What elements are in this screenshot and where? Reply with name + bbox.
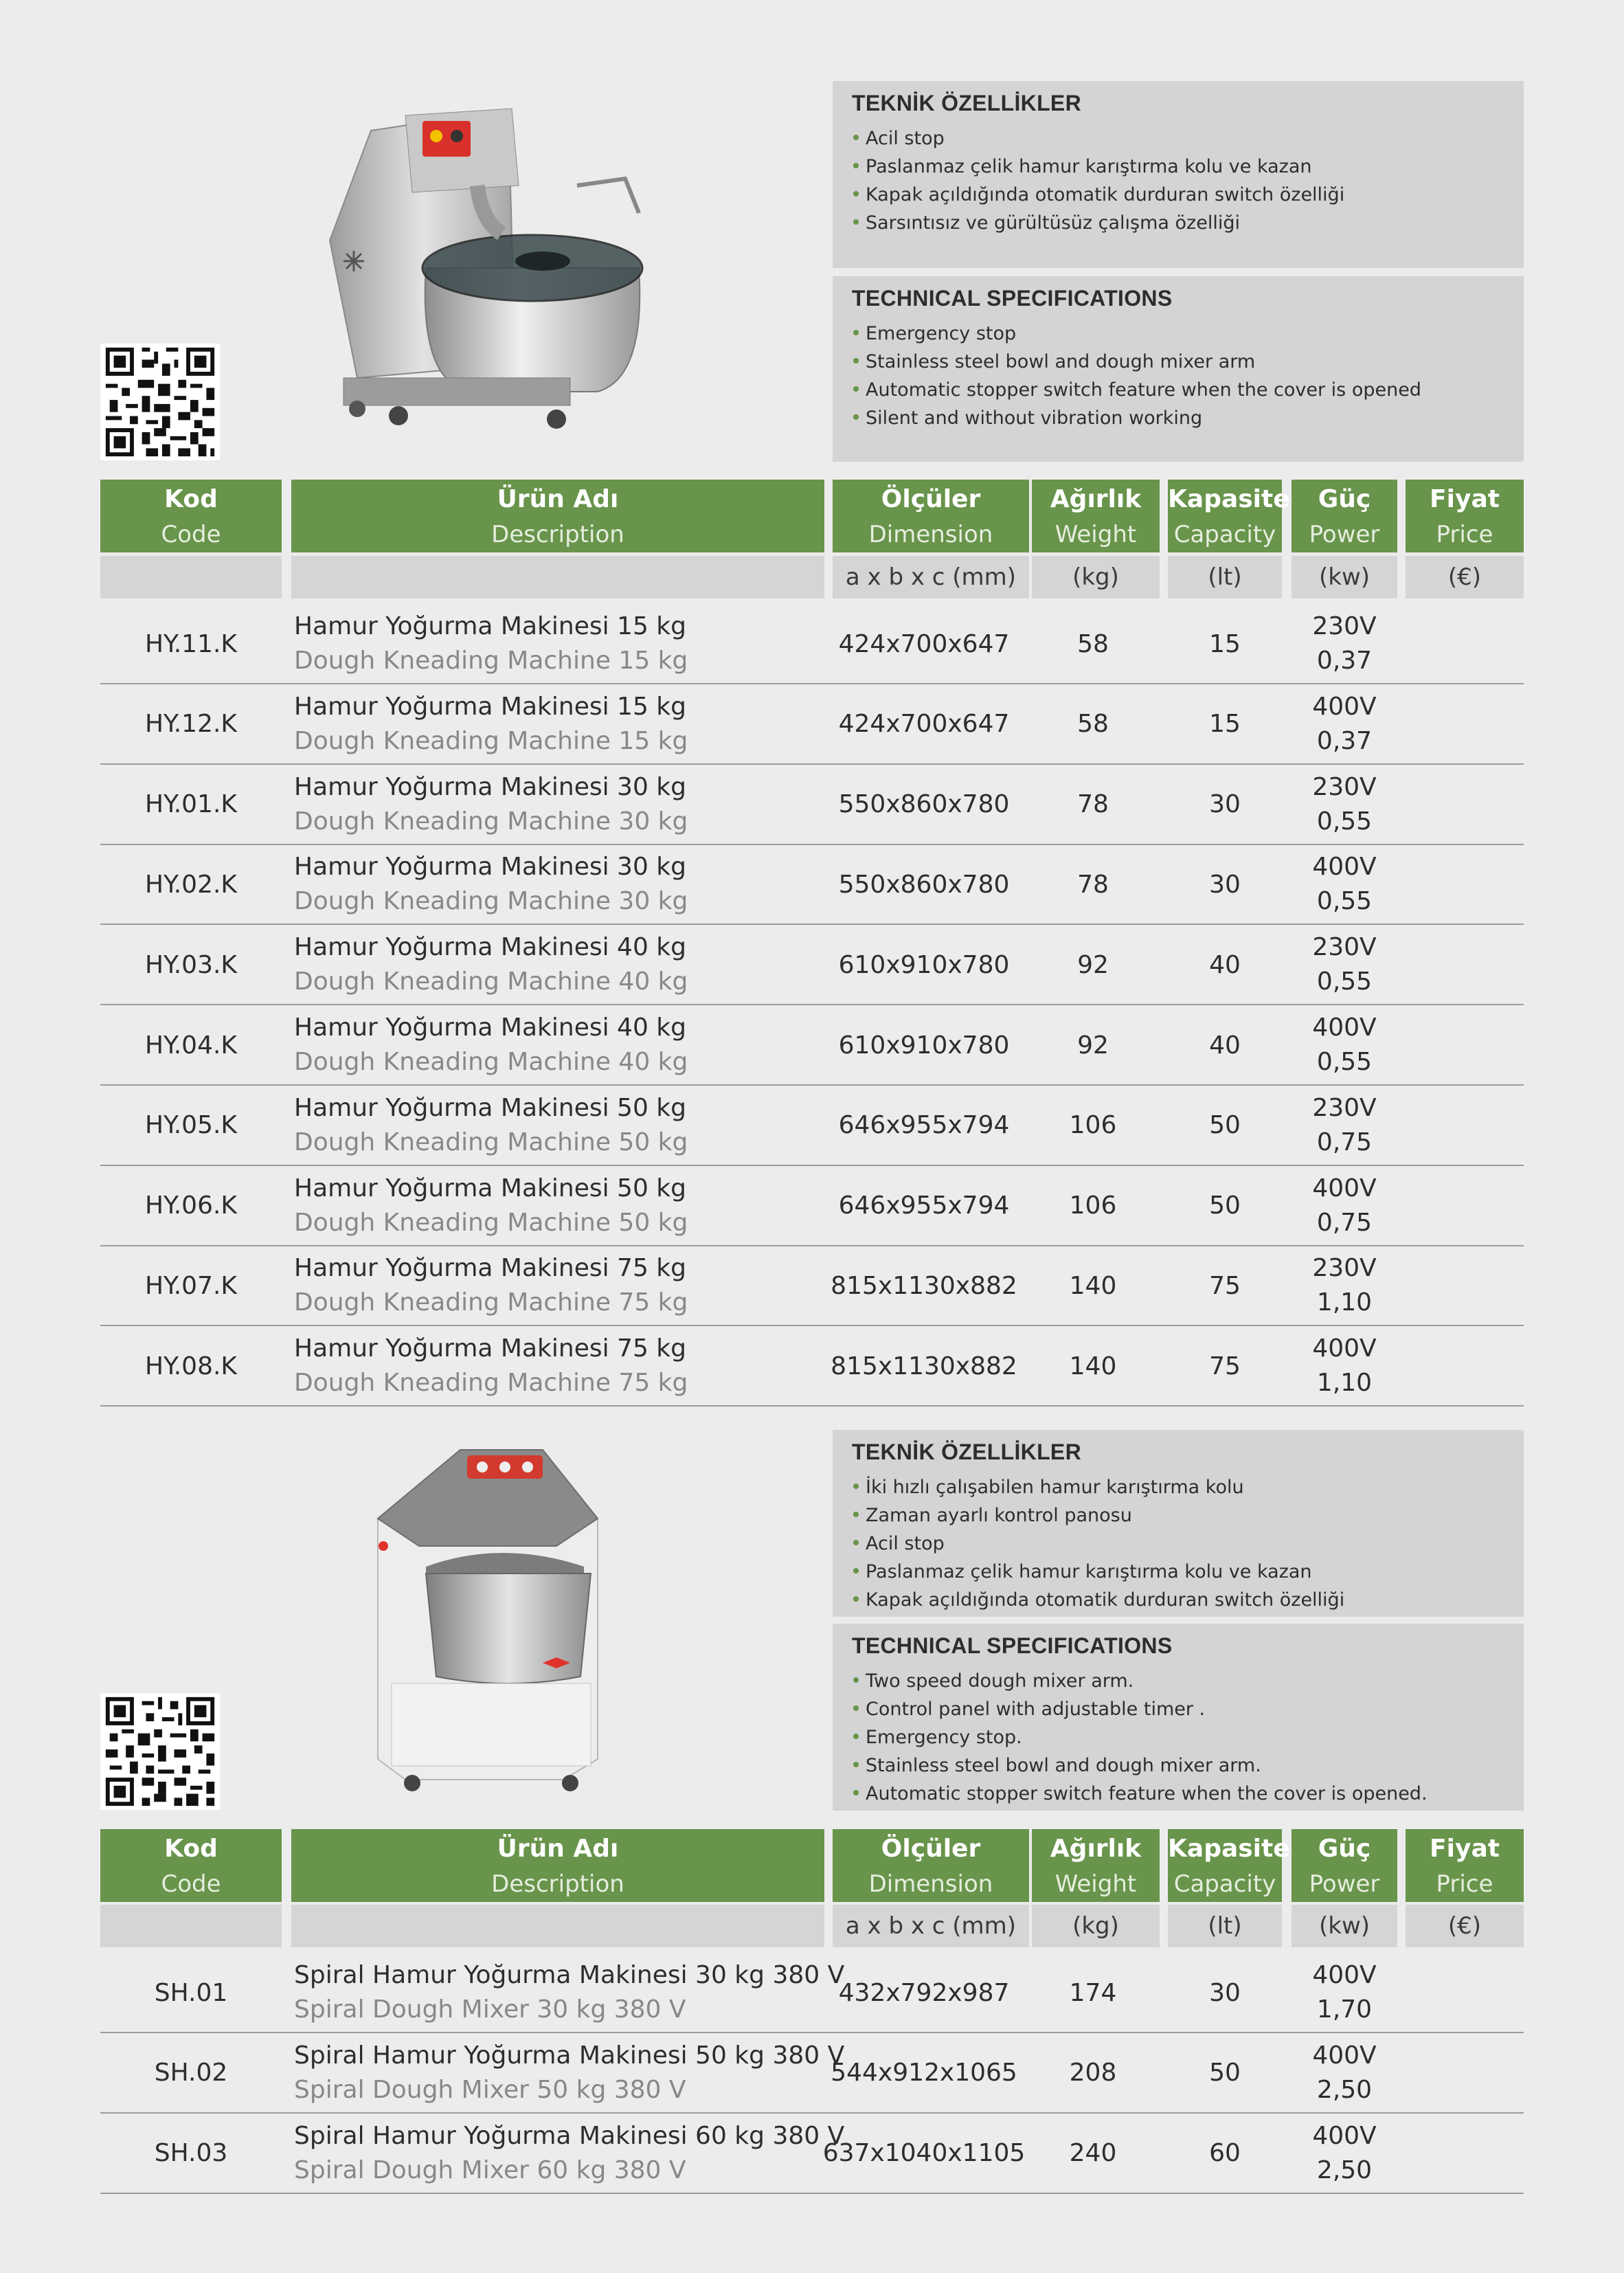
cell-code: SH.01 [154,1978,228,2007]
power-kw: 0,75 [1316,1208,1373,1237]
bullet-dot-icon [853,1677,859,1683]
name-en: Dough Kneading Machine 75 kg [294,1288,688,1317]
header-unit-price: (€) [1406,556,1524,598]
name-en: Dough Kneading Machine 40 kg [294,1048,688,1076]
cell-code: HY.03.K [144,950,238,979]
cell-power [1292,1953,1397,2032]
cell-price [1408,1953,1524,2032]
cell-weight: 106 [1069,1111,1117,1140]
cell-capacity: 50 [1209,1111,1241,1140]
spec-item: İki hızlı çalışabilen hamur karıştırma kolu [852,1473,1503,1501]
cell-capacity: 15 [1209,710,1241,739]
name-tr: Spiral Hamur Yoğurma Makinesi 30 kg 380 V [294,1961,845,1989]
header-unit-code [100,1905,282,1947]
header-cell-capacity [1168,480,1290,552]
power-kw: 0,55 [1316,967,1373,996]
header-unit-desc [291,1905,824,1947]
spiral-mixer-image [364,1436,625,1793]
cell-power [1292,1006,1397,1084]
power-kw: 1,10 [1316,1288,1373,1317]
header-unit-power: (kw) [1292,556,1397,598]
header-label-tr: Ağırlık [1050,1835,1142,1863]
cell-description [294,2114,845,2193]
cell-description [294,1327,817,1405]
table-row[interactable] [100,1167,1524,1246]
cell-code: HY.11.K [144,629,238,658]
table-row[interactable] [100,1246,1524,1326]
cell-dimension: 550x860x780 [838,870,1010,899]
cell-weight: 140 [1069,1271,1117,1300]
cell-dimension: 646x955x794 [838,1111,1010,1140]
voltage: 400V [1312,853,1377,882]
cell-capacity: 30 [1209,870,1241,899]
bullet-dot-icon [853,135,859,140]
header-unit-power: (kw) [1292,1905,1397,1947]
header-label-en: Description [491,1870,624,1898]
name-en: Dough Kneading Machine 75 kg [294,1369,688,1398]
power-kw: 2,50 [1316,2156,1373,2184]
cell-price [1408,926,1524,1004]
name-tr: Hamur Yoğurma Makinesi 40 kg [294,1014,686,1042]
header-cell-desc [291,1829,824,1902]
cell-dimension: 550x860x780 [838,790,1010,819]
name-tr: Hamur Yoğurma Makinesi 30 kg [294,853,686,882]
spec-list-tr [852,1473,1503,1614]
cell-dimension: 424x700x647 [838,710,1010,739]
header-cell-price [1406,480,1524,552]
voltage: 230V [1312,1254,1377,1283]
table-row[interactable] [100,1006,1524,1086]
cell-dimension: 610x910x780 [838,950,1010,979]
cell-price [1408,1327,1524,1405]
header-unit-weight: (kg) [1032,1905,1160,1947]
header-label-tr: Fiyat [1430,1835,1500,1863]
cell-code: SH.03 [154,2139,228,2168]
header-label-en: Description [491,521,624,548]
name-en: Dough Kneading Machine 50 kg [294,1208,688,1237]
cell-code: HY.07.K [144,1271,238,1300]
cell-price [1408,1006,1524,1084]
name-tr: Hamur Yoğurma Makinesi 75 kg [294,1334,686,1363]
bullet-dot-icon [853,219,859,225]
name-en: Spiral Dough Mixer 30 kg 380 V [294,1995,686,2024]
cell-code: HY.08.K [144,1352,238,1380]
header-label-tr: Ürün Adı [497,1835,619,1863]
cell-capacity: 15 [1209,629,1241,658]
header-label-en: Capacity [1173,1870,1276,1898]
spec-item: Silent and without vibration working [852,404,1503,432]
cell-description [294,1246,817,1325]
cell-weight: 92 [1077,950,1109,979]
cell-description [294,845,817,923]
name-tr: Spiral Hamur Yoğurma Makinesi 50 kg 380 V [294,2041,845,2070]
spec-item: Emergency stop. [852,1723,1503,1751]
spec-item: Automatic stopper switch feature when the cover is opened. [852,1780,1503,1808]
bullet-dot-icon [853,358,859,363]
header-cell-dimension [833,480,1029,552]
spec-item: Kapak açıldığında otomatik durduran switch özelliği [852,1586,1503,1614]
cell-power [1292,605,1397,683]
qr-code-icon[interactable] [100,344,220,460]
header-label-tr: Ölçüler [881,1835,981,1863]
header-label-en: Dimension [868,1870,993,1898]
table-row[interactable] [100,2034,1524,2114]
header-label-tr: Ölçüler [881,485,981,513]
cell-price [1408,1086,1524,1165]
table-row[interactable] [100,685,1524,765]
bullet-dot-icon [853,1734,859,1739]
name-tr: Hamur Yoğurma Makinesi 50 kg [294,1174,686,1202]
cell-capacity: 40 [1209,950,1241,979]
cell-description [294,685,817,763]
cell-weight: 174 [1069,1978,1117,2007]
cell-price [1408,1167,1524,1245]
bullet-dot-icon [853,1540,859,1545]
spec-title-en: TECHNICAL SPECIFICATIONS [852,286,1173,311]
header-unit-capacity: (lt) [1168,556,1282,598]
voltage: 400V [1312,1961,1377,1989]
spec-list-en [852,1667,1503,1808]
cell-price [1408,685,1524,763]
header-label-tr: Kapasite [1168,485,1290,513]
header-label-tr: Ağırlık [1050,485,1142,513]
name-en: Dough Kneading Machine 15 kg [294,647,688,675]
qr-code-icon[interactable] [100,1693,220,1810]
name-en: Dough Kneading Machine 30 kg [294,887,688,916]
cell-price [1408,605,1524,683]
qr-code-graphic [100,344,220,460]
header-label-tr: Fiyat [1430,485,1500,513]
header-cell-power [1292,1829,1397,1902]
power-kw: 0,55 [1316,807,1373,836]
header-label-en: Power [1309,1870,1380,1898]
name-en: Dough Kneading Machine 30 kg [294,807,688,836]
cell-capacity: 40 [1209,1031,1241,1060]
cell-price [1408,845,1524,923]
header-unit-code [100,556,282,598]
spec-box-en-1 [833,276,1524,462]
spec-item: Paslanmaz çelik hamur karıştırma kolu ve kazan [852,153,1503,181]
header-label-tr: Güç [1318,485,1371,513]
cell-code: HY.05.K [144,1111,238,1140]
table-row[interactable] [100,1953,1524,2033]
spec-box-tr-2 [833,1430,1524,1617]
header-label-en: Weight [1055,1870,1137,1898]
spec-title-tr: TEKNİK ÖZELLİKLER [852,91,1081,115]
bullet-dot-icon [853,191,859,197]
cell-power [1292,1327,1397,1405]
cell-code: HY.01.K [144,790,238,819]
power-kw: 0,55 [1316,1048,1373,1076]
cell-description [294,1167,817,1245]
power-kw: 2,50 [1316,2075,1373,2104]
table-row[interactable] [100,845,1524,925]
header-label-en: Dimension [868,521,993,548]
name-tr: Hamur Yoğurma Makinesi 40 kg [294,933,686,962]
power-kw: 0,55 [1316,887,1373,916]
power-kw: 0,37 [1316,647,1373,675]
bullet-dot-icon [853,386,859,392]
voltage: 230V [1312,1093,1377,1122]
voltage: 400V [1312,2041,1377,2070]
cell-power [1292,2114,1397,2193]
header-label-en: Price [1436,521,1493,548]
header-cell-code [100,480,282,552]
bullet-dot-icon [853,1705,859,1711]
cell-dimension: 424x700x647 [838,629,1010,658]
cell-power [1292,1086,1397,1165]
header-cell-power [1292,480,1397,552]
cell-code: HY.02.K [144,870,238,899]
cell-description [294,605,817,683]
header-label-tr: Ürün Adı [497,485,619,513]
name-en: Spiral Dough Mixer 50 kg 380 V [294,2075,686,2104]
bullet-dot-icon [853,1568,859,1574]
header-cell-dimension [833,1829,1029,1902]
name-en: Dough Kneading Machine 15 kg [294,726,688,755]
header-cell-price [1406,1829,1524,1902]
header-label-en: Power [1309,521,1380,548]
cell-dimension: 432x792x987 [838,1978,1010,2007]
header-label-tr: Kod [164,1835,218,1863]
cell-weight: 78 [1077,790,1109,819]
cell-capacity: 75 [1209,1352,1241,1380]
cell-price [1408,765,1524,844]
bullet-dot-icon [853,1762,859,1767]
cell-weight: 106 [1069,1191,1117,1220]
cell-capacity: 50 [1209,1191,1241,1220]
header-cell-capacity [1168,1829,1290,1902]
spec-box-tr-1 [833,81,1524,268]
cell-weight: 240 [1069,2139,1117,2168]
header-unit-weight: (kg) [1032,556,1160,598]
spec-item: Zaman ayarlı kontrol panosu [852,1501,1503,1530]
voltage: 400V [1312,1014,1377,1042]
header-cell-code [100,1829,282,1902]
spec-item: Sarsıntısız ve gürültüsüz çalışma özelliği [852,209,1503,237]
cell-description [294,1086,817,1165]
name-tr: Spiral Hamur Yoğurma Makinesi 60 kg 380 V [294,2121,845,2150]
cell-price [1408,2114,1524,2193]
cell-weight: 208 [1069,2059,1117,2087]
header-unit-dimension: a x b x c (mm) [833,1905,1029,1947]
voltage: 230V [1312,933,1377,962]
cell-code: HY.04.K [144,1031,238,1060]
table-row[interactable] [100,926,1524,1005]
cell-weight: 78 [1077,870,1109,899]
bullet-dot-icon [853,1512,859,1517]
name-tr: Hamur Yoğurma Makinesi 50 kg [294,1093,686,1122]
cell-power [1292,1167,1397,1245]
voltage: 400V [1312,1334,1377,1363]
cell-capacity: 30 [1209,790,1241,819]
cell-dimension: 544x912x1065 [831,2059,1017,2087]
voltage: 400V [1312,1174,1377,1202]
cell-code: HY.12.K [144,710,238,739]
spec-item: Stainless steel bowl and dough mixer arm. [852,1751,1503,1780]
cell-weight: 140 [1069,1352,1117,1380]
power-kw: 0,37 [1316,726,1373,755]
cell-dimension: 637x1040x1105 [822,2139,1026,2168]
cell-code: SH.02 [154,2059,228,2087]
cell-power [1292,2034,1397,2112]
table-row[interactable] [100,605,1524,684]
header-label-en: Code [161,521,221,548]
header-label-tr: Güç [1318,1835,1371,1863]
power-kw: 0,75 [1316,1128,1373,1156]
name-en: Dough Kneading Machine 40 kg [294,967,688,996]
cell-description [294,1006,817,1084]
cell-capacity: 30 [1209,1978,1241,2007]
spec-item: Kapak açıldığında otomatik durduran switch özelliği [852,181,1503,209]
qr-code-graphic [100,1693,220,1810]
cell-description [294,2034,845,2112]
spec-box-en-2 [833,1624,1524,1811]
cell-price [1408,1246,1524,1325]
spec-item: Automatic stopper switch feature when the cover is opened [852,376,1503,404]
spec-item: Emergency stop [852,320,1503,348]
cell-power [1292,765,1397,844]
header-label-tr: Kapasite [1168,1835,1290,1863]
bullet-dot-icon [853,1483,859,1489]
cell-power [1292,845,1397,923]
spec-list-tr [852,124,1503,237]
cell-power [1292,685,1397,763]
name-tr: Hamur Yoğurma Makinesi 15 kg [294,692,686,721]
kneading-machine-image [316,103,673,460]
bullet-dot-icon [853,1790,859,1795]
name-tr: Hamur Yoğurma Makinesi 15 kg [294,612,686,640]
cell-dimension: 610x910x780 [838,1031,1010,1060]
cell-capacity: 60 [1209,2139,1241,2168]
header-cell-desc [291,480,824,552]
cell-code: HY.06.K [144,1191,238,1220]
header-label-en: Weight [1055,521,1137,548]
spec-item: Paslanmaz çelik hamur karıştırma kolu ve kazan [852,1558,1503,1586]
cell-weight: 58 [1077,710,1109,739]
cell-dimension: 815x1130x882 [831,1271,1017,1300]
spec-list-en [852,320,1503,432]
header-unit-price: (€) [1406,1905,1524,1947]
cell-dimension: 815x1130x882 [831,1352,1017,1380]
bullet-dot-icon [853,163,859,168]
power-kw: 1,10 [1316,1369,1373,1398]
voltage: 230V [1312,612,1377,640]
header-cell-weight [1032,1829,1160,1902]
cell-power [1292,1246,1397,1325]
cell-description [294,1953,845,2032]
cell-description [294,926,817,1004]
header-label-en: Price [1436,1870,1493,1898]
cell-weight: 58 [1077,629,1109,658]
cell-capacity: 75 [1209,1271,1241,1300]
spec-title-tr: TEKNİK ÖZELLİKLER [852,1440,1081,1464]
name-en: Spiral Dough Mixer 60 kg 380 V [294,2156,686,2184]
spec-item: Acil stop [852,124,1503,153]
table-row[interactable] [100,2114,1524,2194]
bullet-dot-icon [853,1596,859,1602]
header-unit-desc [291,556,824,598]
cell-dimension: 646x955x794 [838,1191,1010,1220]
cell-weight: 92 [1077,1031,1109,1060]
table-row[interactable] [100,765,1524,845]
voltage: 230V [1312,772,1377,801]
spec-item: Control panel with adjustable timer . [852,1695,1503,1723]
spec-item: Stainless steel bowl and dough mixer arm [852,348,1503,376]
cell-power [1292,926,1397,1004]
name-tr: Hamur Yoğurma Makinesi 30 kg [294,772,686,801]
cell-description [294,765,817,844]
bullet-dot-icon [853,414,859,420]
voltage: 400V [1312,2121,1377,2150]
name-en: Dough Kneading Machine 50 kg [294,1128,688,1156]
table-row[interactable] [100,1086,1524,1166]
header-label-en: Capacity [1173,521,1276,548]
header-unit-capacity: (lt) [1168,1905,1282,1947]
voltage: 400V [1312,692,1377,721]
bullet-dot-icon [853,330,859,335]
power-kw: 1,70 [1316,1995,1373,2024]
cell-capacity: 50 [1209,2059,1241,2087]
name-tr: Hamur Yoğurma Makinesi 75 kg [294,1254,686,1283]
table-row[interactable] [100,1327,1524,1407]
header-unit-dimension: a x b x c (mm) [833,556,1029,598]
header-label-en: Code [161,1870,221,1898]
header-label-tr: Kod [164,485,218,513]
cell-price [1408,2034,1524,2112]
spec-item: Two speed dough mixer arm. [852,1667,1503,1695]
spec-title-en: TECHNICAL SPECIFICATIONS [852,1633,1173,1658]
spec-item: Acil stop [852,1530,1503,1558]
header-cell-weight [1032,480,1160,552]
